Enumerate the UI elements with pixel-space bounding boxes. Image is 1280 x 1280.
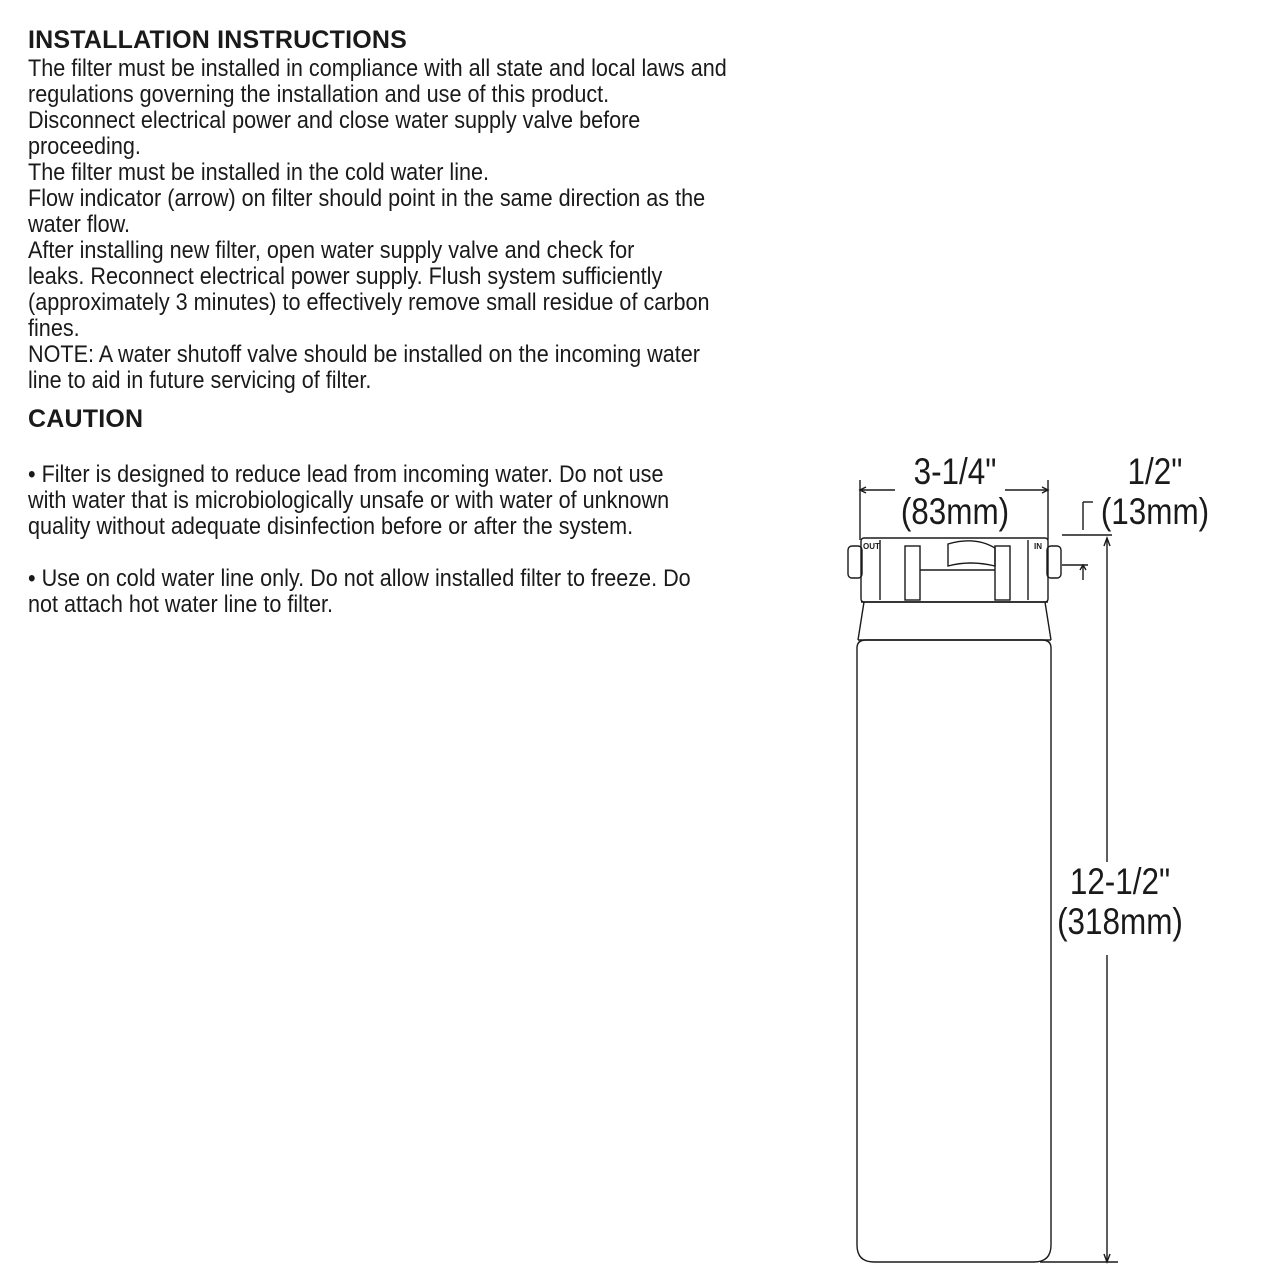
installation-line: leaks. Reconnect electrical power supply. Flush system sufficiently xyxy=(28,263,663,290)
installation-line: After installing new filter, open water supply valve and check for xyxy=(28,237,635,264)
installation-line: regulations governing the installation and use of this product. xyxy=(28,81,610,108)
in-port-label: IN xyxy=(1034,542,1042,551)
caution-line: • Use on cold water line only. Do not allow installed filter to freeze. Do xyxy=(28,565,691,592)
width-dimension-label xyxy=(891,452,1019,532)
filter-head-outline xyxy=(848,538,1061,640)
caution-line: quality without adequate disinfection before or after the system. xyxy=(28,513,634,540)
height-dimension-label xyxy=(1052,862,1188,942)
inlet-mm: (13mm) xyxy=(1100,491,1210,532)
width-mm: (83mm) xyxy=(900,491,1010,532)
caution-heading: CAUTION xyxy=(28,405,144,433)
installation-line: NOTE: A water shutoff valve should be installed on the incoming water xyxy=(28,341,700,368)
width-inches: 3-1/4" xyxy=(913,451,997,492)
installation-line: fines. xyxy=(28,315,80,342)
installation-line: The filter must be installed in the cold water line. xyxy=(28,159,490,186)
out-port-label: OUT xyxy=(863,542,880,551)
caution-line: • Filter is designed to reduce lead from incoming water. Do not use xyxy=(28,461,664,488)
installation-line: line to aid in future servicing of filter. xyxy=(28,367,372,394)
filter-cartridge-body xyxy=(857,640,1051,1262)
installation-heading: INSTALLATION INSTRUCTIONS xyxy=(28,26,408,54)
installation-line: proceeding. xyxy=(28,133,141,160)
height-mm: (318mm) xyxy=(1057,901,1183,942)
installation-line: (approximately 3 minutes) to effectively remove small residue of carbon xyxy=(28,289,710,316)
installation-line: The filter must be installed in compliance with all state and local laws and xyxy=(28,55,727,82)
inlet-inches: 1/2" xyxy=(1127,451,1183,492)
caution-line: not attach hot water line to filter. xyxy=(28,591,333,618)
caution-line: with water that is microbiologically unsafe or with water of unknown xyxy=(28,487,670,514)
inlet-dimension-label xyxy=(1091,452,1219,532)
installation-line: Flow indicator (arrow) on filter should point in the same direction as the xyxy=(28,185,706,212)
height-inches: 12-1/2" xyxy=(1069,861,1171,902)
installation-line: Disconnect electrical power and close water supply valve before xyxy=(28,107,641,134)
installation-line: water flow. xyxy=(28,211,131,238)
